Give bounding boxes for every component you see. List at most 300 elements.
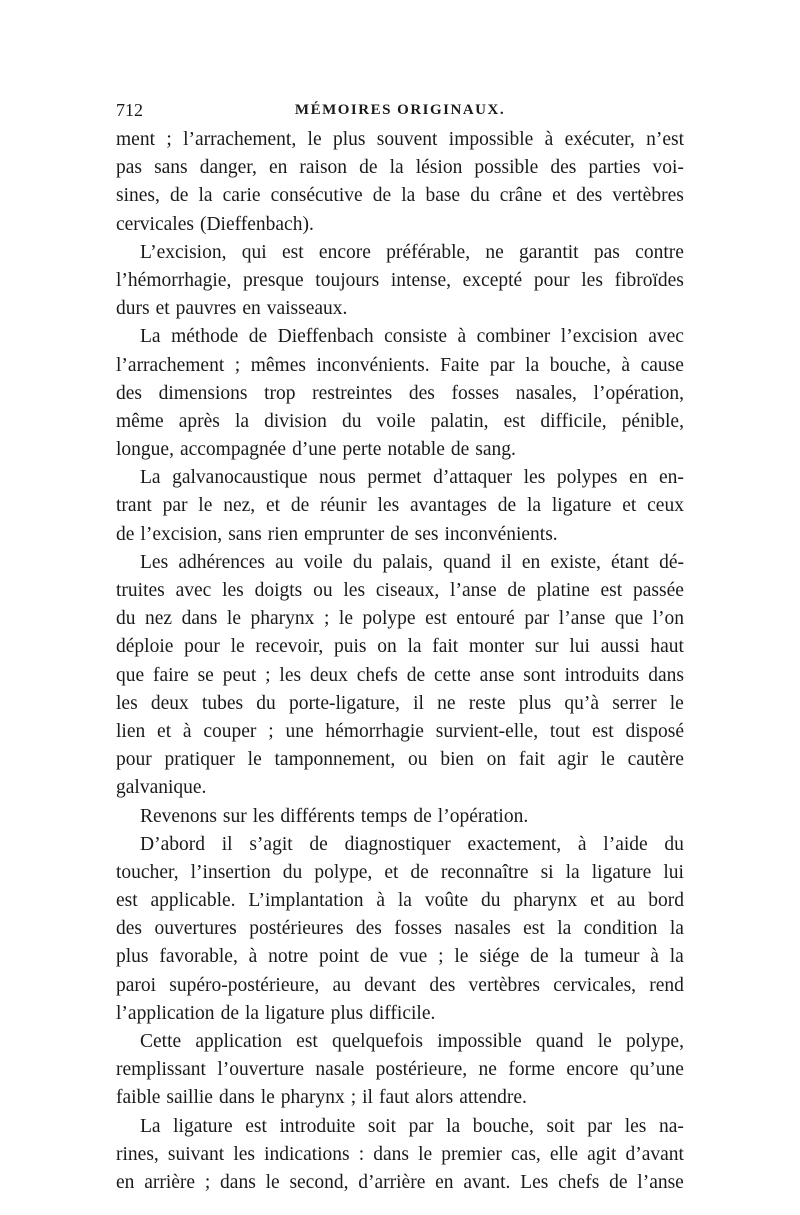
text-line	[116, 633, 684, 661]
text-line	[116, 1000, 684, 1028]
word: une	[285, 720, 314, 742]
word: lui	[663, 861, 684, 883]
word: est	[425, 608, 447, 630]
word: est	[296, 1031, 318, 1052]
word: l’opération,	[593, 382, 684, 404]
word: postérieure,	[375, 1059, 468, 1081]
word: faut	[378, 1087, 410, 1109]
word: voile	[376, 410, 416, 432]
word: à	[544, 129, 554, 150]
word: galvanocaustique	[172, 467, 308, 489]
word: faire	[153, 664, 189, 686]
word: nez	[145, 608, 173, 630]
word: l’opération.	[437, 805, 529, 827]
running-title: MÉMOIRES ORIGINAUX.	[294, 102, 506, 118]
word: quand	[535, 1031, 584, 1052]
word: danger,	[199, 157, 257, 179]
word: bien	[440, 749, 474, 771]
word: vertèbres	[468, 974, 541, 996]
word: est	[503, 410, 526, 432]
word: par	[408, 1115, 434, 1137]
word: plus	[116, 946, 149, 968]
word: Faite	[440, 354, 480, 376]
text-line	[116, 859, 684, 887]
word: difficile,	[540, 410, 607, 432]
word: du	[282, 861, 303, 883]
word: pour	[116, 749, 152, 771]
word: cause	[640, 354, 684, 376]
text-line	[116, 436, 684, 464]
word: les	[222, 580, 244, 601]
word: voile	[303, 551, 343, 573]
word: encore	[318, 241, 371, 263]
text-line	[116, 972, 684, 1000]
word: na-	[658, 1115, 684, 1137]
word: cette	[434, 664, 471, 686]
word: la	[669, 918, 684, 940]
word: exécuter,	[564, 129, 635, 150]
word: les	[252, 805, 275, 827]
word: à	[621, 354, 631, 376]
word: nasale	[315, 1059, 365, 1081]
word: au	[275, 551, 294, 573]
word: la	[407, 636, 422, 658]
word: souvent	[376, 129, 438, 150]
word: ;	[323, 608, 330, 630]
word: l’anse	[637, 1171, 684, 1193]
word: soit	[546, 1115, 575, 1137]
word: des	[408, 382, 435, 404]
word: cervicales	[116, 213, 194, 235]
word: des	[116, 918, 142, 940]
word: :	[358, 1143, 365, 1165]
word: contre	[635, 241, 684, 263]
word: en	[242, 298, 261, 320]
word: temps	[360, 805, 408, 827]
word: fosses	[451, 382, 500, 404]
word: le	[418, 1143, 433, 1165]
word: lésion	[415, 157, 463, 179]
word: Revenons	[140, 805, 217, 827]
word: en-	[658, 467, 684, 489]
word: toujours	[315, 269, 380, 291]
text-line	[116, 521, 684, 549]
word: encore	[566, 1059, 619, 1081]
word: les	[233, 1143, 255, 1165]
word: ;	[204, 1171, 211, 1193]
word: de	[450, 439, 470, 461]
word: notre	[268, 946, 309, 968]
word: à	[577, 833, 587, 855]
word: sang.	[475, 439, 516, 461]
word: possible	[474, 157, 539, 179]
word: consécutive	[270, 185, 363, 207]
word: les	[377, 495, 400, 517]
word: cautère	[627, 749, 684, 771]
word: garantit	[519, 241, 579, 263]
word: nous	[319, 467, 356, 489]
text-line	[116, 662, 684, 690]
word: de	[116, 523, 135, 545]
word: ciseaux,	[375, 580, 440, 601]
text-line	[116, 464, 684, 492]
word: qui	[241, 241, 267, 263]
word: voi-	[652, 157, 684, 179]
word: des	[576, 185, 603, 207]
word: longue,	[116, 439, 174, 461]
word: en	[629, 467, 648, 489]
word: d’attaquer	[433, 467, 513, 489]
word: sont	[523, 664, 556, 686]
word: ligature	[173, 1115, 233, 1137]
word: couper	[203, 720, 257, 742]
word: inconvénients.	[444, 523, 558, 545]
text-line	[116, 943, 684, 971]
word: tubes	[201, 692, 244, 714]
text-line	[116, 803, 684, 831]
word: La	[140, 1115, 161, 1137]
word: de	[413, 805, 432, 827]
word: trop	[264, 382, 296, 404]
word: les	[523, 467, 546, 489]
word: combiner	[476, 326, 551, 348]
word: existe,	[550, 551, 601, 573]
word: le	[600, 749, 615, 771]
text-line	[116, 323, 684, 351]
word: impossible	[437, 1031, 522, 1052]
word: ne	[485, 241, 504, 263]
word: les	[343, 580, 366, 601]
word: reste	[468, 692, 506, 714]
word: ligature	[551, 495, 612, 517]
word: trant	[116, 495, 152, 517]
word: l’insertion	[190, 861, 271, 883]
text-line	[116, 1084, 684, 1112]
word: dé-	[659, 551, 684, 573]
word: passée	[633, 580, 684, 601]
word: pharynx	[513, 890, 578, 912]
word: se	[197, 664, 214, 686]
word: par	[587, 1115, 613, 1137]
word: ses	[414, 523, 439, 545]
word: et	[552, 185, 567, 207]
word: aussi	[600, 636, 640, 658]
running-header	[116, 96, 684, 124]
word: reconnaître	[440, 861, 529, 883]
word: chefs	[356, 664, 398, 686]
word: faible	[116, 1087, 161, 1109]
word: par	[524, 608, 550, 630]
text-line	[116, 211, 684, 239]
word: emprunter	[304, 523, 385, 545]
word: dans	[648, 664, 684, 686]
word: la	[397, 890, 412, 912]
word: des	[429, 974, 456, 996]
word: vertèbres	[612, 185, 684, 207]
word: du	[256, 692, 276, 714]
word: palais,	[382, 551, 433, 573]
word: à	[182, 720, 192, 742]
word: pour	[184, 636, 220, 658]
word: est	[592, 720, 614, 742]
word: parties	[588, 157, 641, 179]
word: Les	[140, 551, 169, 573]
word: deux	[309, 664, 348, 686]
word: la	[565, 861, 580, 883]
word: ne	[478, 1059, 497, 1081]
word: la	[244, 1002, 260, 1024]
word: est	[523, 918, 545, 940]
word: sines,	[116, 185, 160, 207]
word: l’aide	[603, 833, 648, 855]
word: l’application	[116, 1002, 215, 1024]
word: elle	[549, 1143, 579, 1165]
word: de	[359, 157, 378, 179]
word: pas	[116, 157, 142, 179]
word: ;	[234, 354, 241, 376]
word: la	[389, 157, 404, 179]
word: toucher,	[116, 861, 179, 883]
word: siége	[479, 946, 520, 968]
word: et	[157, 720, 172, 742]
word: L’implantation	[248, 890, 364, 912]
word: lui	[569, 636, 590, 658]
word: entouré	[456, 608, 515, 630]
text-line	[116, 182, 684, 210]
text-line	[116, 408, 684, 436]
word: tumeur	[584, 946, 640, 968]
text-line	[116, 126, 684, 154]
word: galvanique.	[116, 777, 207, 799]
page-number: 712	[116, 100, 143, 120]
word: est	[116, 890, 138, 912]
word: par	[162, 495, 188, 517]
word: condition	[583, 918, 658, 940]
word: fosses	[394, 918, 442, 940]
word: base	[425, 185, 461, 207]
word: ceux	[647, 495, 684, 517]
word: porte-ligature,	[288, 692, 400, 714]
word: ou	[313, 580, 333, 601]
word: vue	[399, 946, 428, 968]
word: hémorrhagie	[325, 720, 424, 742]
word: du	[116, 608, 136, 630]
word: des	[355, 918, 382, 940]
text-line	[116, 915, 684, 943]
word: la	[446, 1115, 461, 1137]
word: recevoir,	[255, 636, 324, 658]
word: Les	[520, 1171, 549, 1193]
word: difficile.	[369, 1002, 436, 1024]
word: pas	[593, 241, 620, 263]
word: le	[230, 636, 245, 658]
word: le	[198, 495, 213, 517]
word: haut	[650, 636, 684, 658]
word: au	[332, 974, 351, 996]
word: lien	[116, 720, 146, 742]
word: par	[489, 354, 515, 376]
word: n’est	[646, 129, 684, 150]
word: application	[195, 1031, 282, 1052]
word: diagnostiquer	[344, 833, 451, 855]
word: intense,	[390, 269, 451, 291]
word: pénible,	[621, 410, 684, 432]
word: au	[617, 890, 636, 912]
word: tamponnement,	[274, 749, 396, 771]
word: dans	[218, 1087, 255, 1109]
word: nasales,	[515, 382, 577, 404]
word: serrer	[612, 692, 657, 714]
word: le	[260, 1087, 275, 1109]
text-line	[116, 887, 684, 915]
word: ;	[438, 946, 444, 968]
word: rend	[649, 974, 684, 996]
word: il	[413, 692, 424, 714]
word: de	[372, 185, 392, 207]
word: en	[116, 1171, 135, 1193]
word: saillie	[166, 1087, 213, 1109]
word: de	[507, 580, 526, 601]
word: second,	[289, 1171, 349, 1193]
word: à	[376, 890, 386, 912]
word: pauvres	[175, 298, 237, 320]
word: D’abord	[140, 833, 205, 855]
word: ;	[166, 129, 172, 150]
word: doigts	[254, 580, 303, 601]
word: en	[521, 551, 541, 573]
word: est	[245, 1115, 267, 1137]
word: perte	[342, 439, 382, 461]
word: plus	[518, 692, 552, 714]
word: il	[362, 1087, 373, 1109]
word: arrière	[144, 1171, 196, 1193]
word: polype,	[626, 1031, 684, 1052]
word: fait	[432, 636, 459, 658]
word: rines,	[116, 1143, 159, 1165]
word: rien	[267, 523, 299, 545]
word: voûte	[424, 890, 469, 912]
word: ouvertures	[154, 918, 237, 940]
text-line	[116, 239, 684, 267]
word: L’excision,	[140, 241, 227, 263]
word: à	[650, 946, 659, 968]
text-line	[116, 1113, 684, 1141]
word: et	[265, 495, 281, 517]
word: introduite	[279, 1115, 356, 1137]
word: anse	[479, 664, 515, 686]
word: ligature	[591, 861, 652, 883]
word: avec	[648, 326, 684, 348]
word: deux	[150, 692, 189, 714]
word: plus	[330, 1002, 364, 1024]
word: raison	[299, 157, 348, 179]
word: la	[401, 185, 416, 207]
word: impossible	[448, 129, 534, 150]
word: le	[597, 1031, 612, 1052]
word: de	[530, 946, 549, 968]
text-line	[116, 1056, 684, 1084]
book-page	[116, 96, 684, 1197]
word: puis	[334, 636, 367, 658]
word: et	[384, 861, 399, 883]
word: de	[169, 185, 189, 207]
word: Dieffenbach	[277, 326, 374, 348]
word: d’une	[292, 439, 337, 461]
word: La	[140, 467, 161, 489]
word: accompagnée	[179, 439, 287, 461]
word: ;	[268, 720, 274, 742]
word: dimensions	[158, 382, 248, 404]
word: alors	[415, 1087, 454, 1109]
word: supéro-postérieure,	[169, 974, 320, 996]
word: sur	[222, 805, 247, 827]
word: du	[480, 890, 501, 912]
word: de	[406, 664, 426, 686]
word: cervicales,	[553, 974, 637, 996]
word: consiste	[384, 326, 447, 348]
word: dans	[181, 608, 218, 630]
word: des	[550, 157, 577, 179]
word: chefs	[558, 1171, 600, 1193]
word: que	[614, 608, 644, 630]
word: sans	[228, 523, 262, 545]
text-line	[116, 295, 684, 323]
text-line	[116, 746, 684, 774]
word: ;	[265, 664, 271, 686]
word: ment	[116, 129, 155, 150]
word: avant.	[463, 1171, 511, 1193]
word: l’arrachement,	[183, 129, 297, 150]
word: inconvénients.	[316, 354, 430, 376]
word: point	[319, 946, 360, 968]
word: bouche,	[549, 354, 611, 376]
word: avantages	[410, 495, 487, 517]
word: et	[622, 495, 637, 517]
word: il	[500, 551, 512, 573]
text-line	[116, 549, 684, 577]
word: bord	[648, 890, 684, 912]
word: suivant	[167, 1143, 225, 1165]
word: du	[352, 551, 373, 573]
word: agir	[557, 749, 588, 771]
word: ne	[437, 692, 456, 714]
word: déploie	[116, 636, 174, 658]
word: crâne	[499, 185, 542, 207]
word: la	[198, 185, 213, 207]
word: de	[410, 861, 429, 883]
text-line	[116, 577, 684, 605]
word: que	[116, 664, 145, 686]
word: méthode	[171, 326, 239, 348]
text-line	[116, 1169, 684, 1197]
word: nasales	[454, 918, 511, 940]
word: platine	[536, 580, 590, 601]
word: quand	[443, 551, 491, 573]
word: peut	[222, 664, 257, 686]
word: l’excision	[560, 326, 638, 348]
word: sans	[154, 157, 188, 179]
word: le	[669, 692, 684, 714]
word: nez,	[223, 495, 256, 517]
word: sur	[534, 636, 559, 658]
word: quelquefois	[332, 1031, 424, 1052]
word: des	[116, 382, 142, 404]
word: plus	[332, 129, 366, 150]
word: les	[116, 692, 138, 714]
word: de	[369, 946, 389, 968]
word: étant	[611, 551, 649, 573]
word: du	[341, 410, 362, 432]
